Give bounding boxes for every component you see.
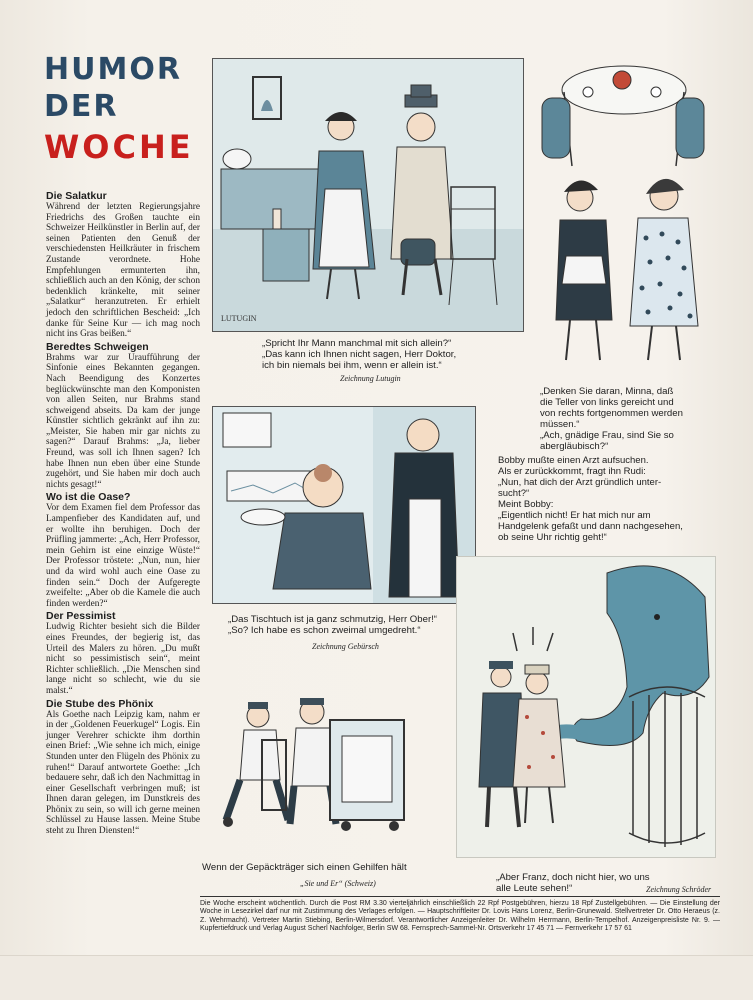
porters-illustration (206, 690, 446, 840)
article-body: Ludwig Richter besieht sich die Bilder eines Freundes, der begierig ist, das Urteil des Malers zu hören. „Du mußt nicht so pessimistisch sein“, meint Richter schließlich. „Die Menschen sind lange nicht so schlecht, wie du sie malst.“ (46, 622, 200, 696)
page-margin (0, 955, 753, 1000)
section-title (44, 52, 204, 166)
joke-line: „Nun, hat dich der Arzt gründlich unter- (498, 477, 662, 488)
illustrator-credit: Zeichnung Lutugin (340, 374, 401, 383)
cartoon-caption (228, 614, 478, 636)
illustrator-credit: Zeichnung Gebürsch (312, 642, 379, 651)
caption-line: ich bin niemals bei ihm, wenn er allein ist.“ (262, 360, 442, 371)
caption-line: die Teller von links gereicht und (540, 397, 674, 408)
caption-line: abergläubisch?“ (540, 441, 609, 452)
title-line-humor: HUMOR (44, 52, 182, 87)
article-body: Während der letzten Regierungsjahre Friedrichs des Großen tauchte ein Schweizer Heilkünstler in Berlin auf, der seinen Patienten den Genuß der verschiedensten Heilkräuter in frischem Zustande verordnete. Hohe Empfehlungen ermunterten ihn, schließlich auch an den König, der schon bedenklich kränkelte, mit seiner „Salatkur“ heranzutreten. Er erhielt jedoch den schriftlichen Bescheid: „Ich danke für Seine Kur — ich mag noch nicht ins Gras beißen.“ (46, 202, 200, 340)
elephant-illustration (457, 557, 715, 857)
caption-line: alle Leute sehen!“ (496, 883, 573, 894)
maid-illustration (536, 58, 716, 378)
artist-signature: LUTUGIN (221, 314, 257, 323)
joke-line: Als er zurückkommt, fragt ihn Rudi: (498, 466, 646, 477)
doctor-illustration (213, 59, 523, 331)
cartoon-caption (262, 338, 522, 371)
caption-line: „Ach, gnädige Frau, sind Sie so (540, 430, 674, 441)
joke-line: Bobby mußte einen Arzt aufsuchen. (498, 455, 649, 466)
joke-line: sucht?“ (498, 488, 530, 499)
article-heading: Die Stube des Phönix (46, 697, 154, 710)
caption-line: „Spricht Ihr Mann manchmal mit sich allein?“ (262, 338, 452, 349)
caption-line: „So? Ich habe es schon zweimal umgedreht.“ (228, 625, 421, 636)
cartoon-caption (540, 386, 720, 452)
article-body: Vor dem Examen fiel dem Professor das Lampenfieber des Kandidaten auf, und er wollte ihn beruhigen. Doch der Prüfling jammerte: „Ach, Herr Professor, mein Gehirn ist eine einzige Wüste!“ Der Professor tröstete: „Nun, nun, hier und da wird wohl auch eine Oase zu finden sein.“ Doch der Aufgeregte zweifelte: „Aber ob die Kamele die auch finden werden?“ (46, 503, 200, 609)
article-heading: Beredtes Schweigen (46, 340, 149, 353)
caption-line: „Denken Sie daran, Minna, daß (540, 386, 674, 397)
joke-line: Meint Bobby: (498, 499, 554, 510)
article-heading: Wo ist die Oase? (46, 491, 131, 504)
caption-line: von rechts fortgenommen werden (540, 408, 683, 419)
article-heading: Die Salatkur (46, 190, 107, 202)
title-line-der: DER (44, 89, 119, 124)
joke-bobby (498, 455, 718, 543)
imprint-footer (200, 896, 720, 933)
cartoon-waiter (212, 406, 476, 604)
joke-line: ob seine Uhr richtig geht!“ (498, 532, 607, 543)
illustrator-credit: „Sie und Er“ (Schweiz) (300, 879, 376, 888)
caption-line: „Das kann ich Ihnen nicht sagen, Herr Doktor, (262, 349, 457, 360)
cartoon-porters (206, 690, 446, 840)
waiter-illustration (213, 407, 475, 603)
title-line-woche: WOCHE (44, 128, 194, 166)
caption-line: „Das Tischtuch ist ja ganz schmutzig, Herr Ober!“ (228, 614, 437, 625)
joke-line: Handgelenk gefaßt und dann nachgesehen, (498, 521, 683, 532)
cartoon-maid (536, 58, 716, 378)
article-heading: Der Pessimist (46, 610, 116, 623)
joke-line: „Eigentlich nicht! Er hat mich nur am (498, 510, 651, 521)
illustrator-credit: Zeichnung Schröder (646, 885, 712, 894)
cartoon-doctor (212, 58, 524, 332)
imprint-phone: — Fernverkehr 17 57 61 (556, 924, 632, 932)
article-body: Brahms war zur Uraufführung der Sinfonie eines Bekannten gegangen. Nach Beendigung des Konzertes beglückwünschte man den Komponisten von allen Seiten, nur Brahms stand schweigend abseits. Da kam der junge Künstler sichtlich gekränkt auf ihn zu: „Meister, Sie haben mir gar nichts zu sagen?“ Darauf Brahms: „Ja, lieber Freund, was soll ich Ihnen sagen? Ich habe Ihnen nun eben über eine Stunde zugehört, und Sie haben mir doch auch nichts gesagt!“ (46, 352, 200, 490)
cartoon-caption: Wenn der Gepäckträger sich einen Gehilfen hält (202, 862, 407, 873)
anecdote-column (46, 190, 200, 838)
article-body: Als Goethe nach Leipzig kam, nahm er in der „Goldenen Feuerkugel“ Logis. Ein junger Verehrer schickte ihm dorthin einen Brief: „Wie sehne ich mich, einige Stunden unter den Flügeln des Phönix zu ruhen!“ Darauf antwortete Goethe: „Ich bedauere sehr, daß ich den Nachmittag in einer Gesellschaft verbringen muß; ist Ihnen daran gelegen, im Dunstkreis des Phönix zu sein, so will ich gerne meinen Schlüssel zu Hause lassen. Meine Stube steht zu Ihren Diensten!“ (46, 709, 200, 837)
cartoon-elephant (456, 556, 716, 858)
caption-line: müssen.“ (540, 419, 580, 430)
imprint-text: Die Woche erscheint wöchentlich. Durch die Post RM 3.30 vierteljährlich einschließlich 22 Rpf Postgebühren, hierzu 18 Rpf Zustellgebühren. — Die Einstellung der Woche in Lesezirkel darf nur mit Zustimmung des Verlages erfolgen. — Hauptschriftleiter Dr. Lovis Hans Lorenz, Berlin-Grunewald. Stellvertreter Dr. Otto Heraeus (z. Z. Wehrmacht). Vertreter Martin Stiebing, Berlin-Wilmersdorf. Verantwortlicher Anzeigenleiter Dr. Wilhelm Herrmann, Berlin-Tempelhof. Anzeigenpreisliste Nr. 9. — Kupfertiefdruck und Verlag August Scherl Nachfolger, Berlin SW 68. Fernsprech-Sammel-Nr. Ortsverkehr 17 45 71 (200, 900, 720, 932)
caption-line: „Aber Franz, doch nicht hier, wo uns (496, 872, 650, 883)
